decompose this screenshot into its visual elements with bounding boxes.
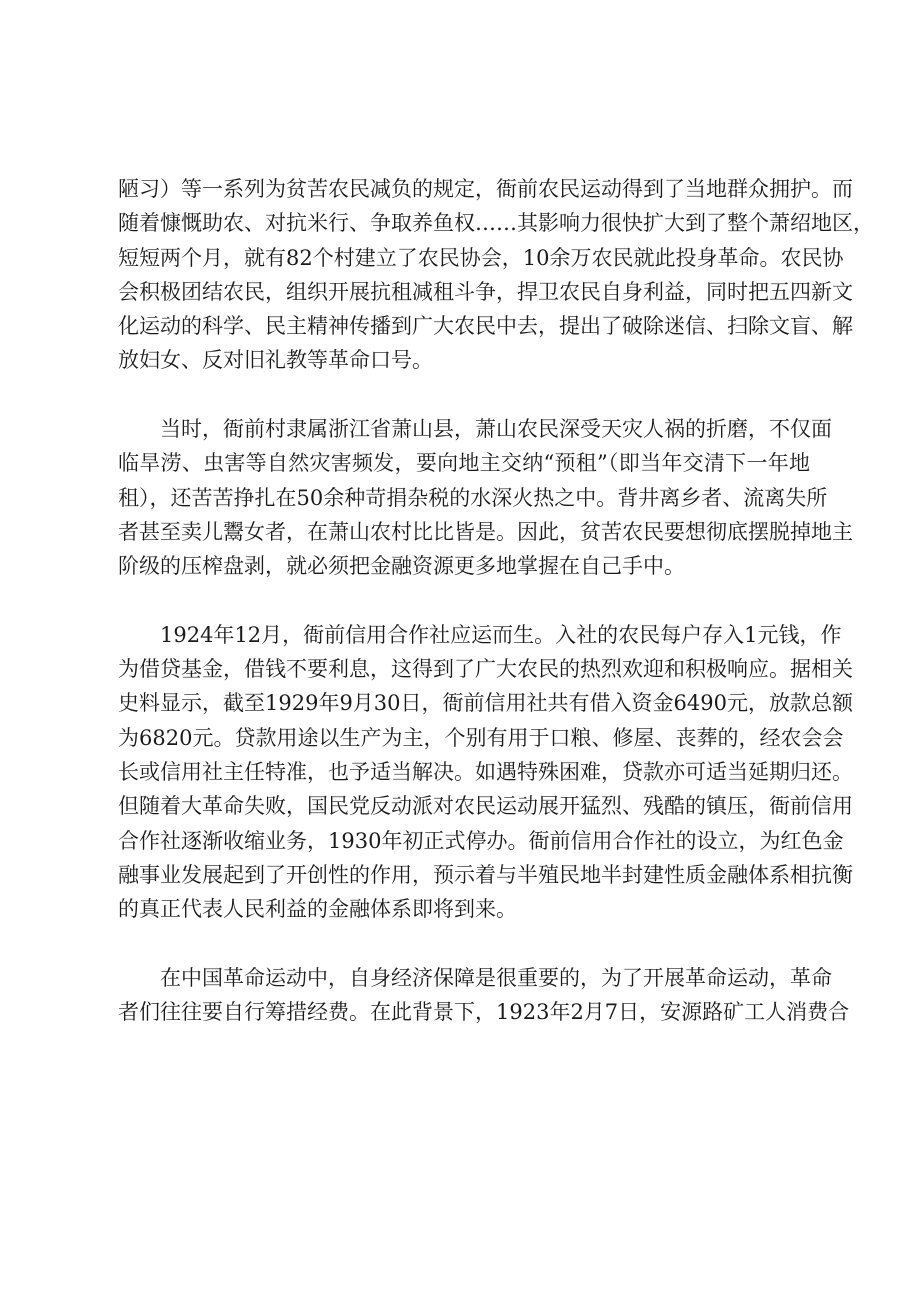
- text-line: 化运动的科学、民主精神传播到广大农民中去，提出了破除迷信、扫除文盲、解: [118, 314, 853, 339]
- text-line: 陋习）等一系列为贫苦农民减负的规定，衙前农民运动得到了当地群众拥护。而: [118, 177, 853, 201]
- paragraph-gap: [118, 378, 810, 412]
- text-line: 当时，衙前村隶属浙江省萧山县，萧山农民深受天灾人祸的折磨，不仅面: [160, 417, 832, 442]
- text-line: 史料显示，截至1929年9月30日，衙前信用社共有借入资金6490元，放款总额: [118, 691, 853, 716]
- text-line: 长或信用社主任特准，也予适当解决。如遇特殊困难，贷款亦可适当延期归还。: [118, 760, 853, 785]
- text-line: 为6820元。贷款用途以生产为主，个别有用于口粮、修屋、丧葬的，经农会会: [118, 725, 844, 750]
- text-line: 短短两个月，就有82个村建立了农民协会，10余万农民就此投身革命。农民协: [118, 245, 844, 270]
- text-line: 临旱涝、虫害等自然灾害频发，要向地主交纳“预租”（即当年交清下一年地: [118, 451, 810, 476]
- document-body: [118, 172, 874, 1029]
- text-line: 融事业发展起到了开创性的作用，预示着与半殖民地半封建性质金融体系相抗衡: [118, 862, 853, 887]
- text-line: 阶级的压榨盘剥，就必须把金融资源更多地掌握在自己手中。: [118, 554, 685, 579]
- paragraph-1: [118, 172, 874, 378]
- text-line: 的真正代表人民利益的金融体系即将到来。: [118, 897, 517, 922]
- paragraph-gap: [118, 927, 810, 961]
- text-line: 放妇女、反对旧礼教等革命口号。: [118, 348, 433, 373]
- text-line: 1924年12月，衙前信用合作社应运而生。入社的农民每户存入1元钱，作: [160, 622, 842, 647]
- text-line: 者甚至卖儿鬻女者，在萧山农村比比皆是。因此，贫苦农民要想彻底摆脱掉地主: [118, 519, 853, 544]
- text-line: 合作社逐渐收缩业务，1930年初正式停办。衙前信用合作社的设立，为红色金: [118, 828, 844, 853]
- paragraph-4: [118, 961, 850, 1030]
- text-line: 租），还苦苦挣扎在50余种苛捐杂税的水深火热之中。背井离乡者、流离失所: [118, 485, 828, 510]
- text-line: 在中国革命运动中，自身经济保障是很重要的，为了开展革命运动，革命: [160, 965, 832, 990]
- text-line: 为借贷基金，借钱不要利息，这得到了广大农民的热烈欢迎和积极响应。据相关: [118, 657, 853, 682]
- paragraph-2: [118, 412, 853, 583]
- text-line: 会积极团结农民，组织开展抗租减租斗争，捍卫农民自身利益，同时把五四新文: [118, 279, 853, 304]
- text-line: 随着慷慨助农、对抗米行、争取养鱼权……其影响力很快扩大到了整个萧绍地区，: [118, 211, 874, 236]
- text-line: 者们往往要自行筹措经费。在此背景下，1923年2月7日，安源路矿工人消费合: [118, 1000, 850, 1025]
- text-line: 但随着大革命失败，国民党反动派对农民运动展开猛烈、残酷的镇压，衙前信用: [118, 794, 853, 819]
- paragraph-gap: [118, 584, 810, 618]
- paragraph-3: [118, 618, 853, 927]
